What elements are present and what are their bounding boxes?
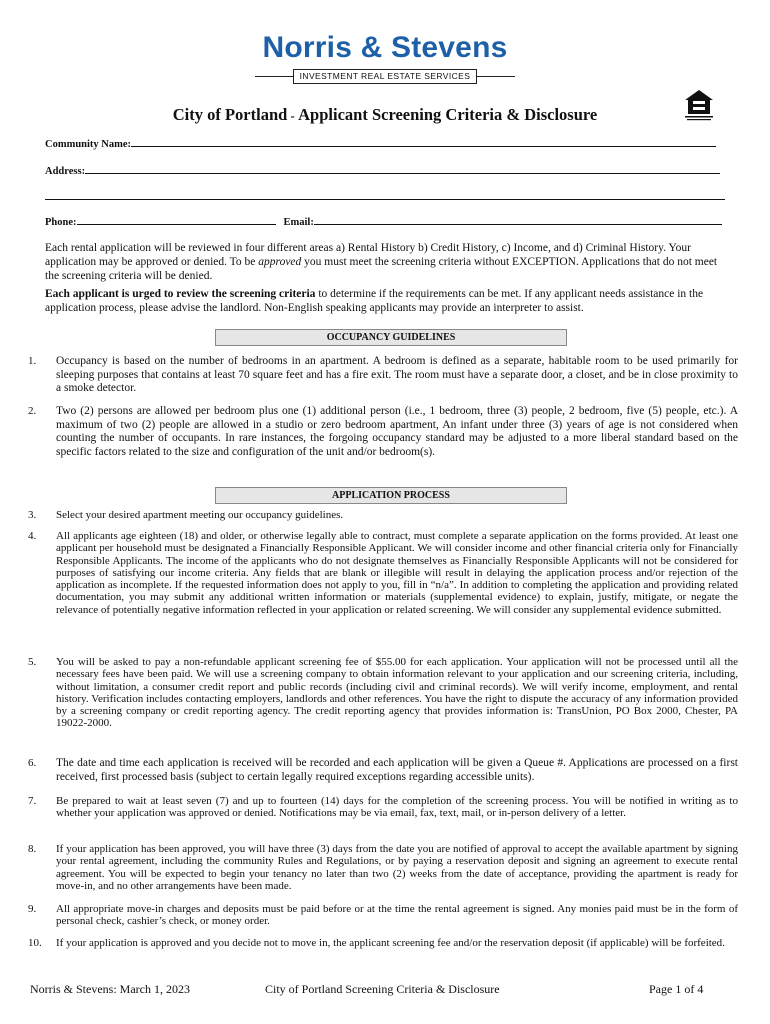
- list-item: [28, 937, 738, 949]
- intro-paragraph-1: [45, 241, 725, 283]
- company-logo: [0, 30, 770, 84]
- title-rest: Applicant Screening Criteria & Disclosure: [298, 105, 598, 124]
- list-item: [28, 509, 738, 521]
- list-item: [28, 405, 738, 459]
- list-item: [28, 903, 738, 928]
- list-item: [28, 530, 738, 616]
- logo-tagline: INVESTMENT REAL ESTATE SERVICES: [293, 69, 478, 84]
- item-number: 3.: [28, 509, 37, 521]
- item-text: Occupancy is based on the number of bedrooms in an apartment. A bedroom is defined as a separate, habitable room to be used primarily for sleeping purposes that contains at least 70 square feet and has a fire exit. The room must have a separate door, a closet, and be in close proximity to a smoke detector.: [56, 355, 738, 394]
- community-name-field[interactable]: [45, 136, 716, 150]
- section-header-occupancy: OCCUPANCY GUIDELINES: [215, 329, 567, 346]
- email-label: Email:: [283, 217, 314, 228]
- address-line-2[interactable]: [45, 199, 725, 200]
- item-text: If your application is approved and you decide not to move in, the applicant screening fee and/or the reservation deposit (if applicable) will be forfeited.: [56, 937, 725, 949]
- item-text: All applicants age eighteen (18) and older, or otherwise legally able to contract, must complete a separate application on the forms provided. At least one applicant per household must be designated a Financially Responsible Applicant. We will consider income and other financial criteria only for Financially Responsible Applicants. The income of the applicants who do not designate themselves as Financially Responsible Applicants will not be considered for purposes of satisfying our income criteria. Any fields that are blank or illegible will result in delaying the application process and/or rejection of the application as incomplete. If the requested information does not apply to you, fill in “n/a”. In addition to completing the application and providing related documentation, you may submit any additional written information or materials (supplemental evidence) to explain, justify, mitigate, or negate the relevance of potentially negative information reflected in your application or related screening. We will consider any supplemental evidence submitted.: [56, 530, 738, 616]
- title-prefix: City of Portland: [172, 105, 288, 124]
- item-text: You will be asked to pay a non-refundable applicant screening fee of $55.00 for each application. Your application will not be processed until all the necessary fees have been paid. We will use a screening company to obtain information relevant to your application and our screening criteria, including, without limitation, a consumer credit report and public records (including civil and criminal records). We will verify income, employment, and rental history. Verification includes contacting employers, landlords and other references. You have the right to dispute the accuracy of any information provided by a screening company or credit reporting agency. The credit reporting agency that provides information is: TransUnion, PO Box 2000, Chester, PA 19022-2000.: [56, 656, 738, 730]
- community-name-line[interactable]: [131, 136, 716, 147]
- list-item: [28, 757, 738, 784]
- title-separator: -: [287, 108, 299, 123]
- list-item: [28, 843, 738, 892]
- item-text: The date and time each application is received will be recorded and each application will be given a Queue #. Applications are processed on a first received, first processed basis (subject to certain legally required exceptions regarding accessible units).: [56, 757, 738, 783]
- footer-title: City of Portland Screening Criteria & Disclosure: [265, 982, 500, 996]
- item-number: 10.: [28, 937, 42, 949]
- section-header-application: APPLICATION PROCESS: [215, 487, 567, 504]
- item-number: 6.: [28, 757, 37, 769]
- address-label: Address:: [45, 166, 86, 177]
- intro-paragraph-2: [45, 287, 725, 315]
- intro-text-a: Each rental application will be reviewed in four different areas a) Rental History b) Credit History, c) Income, and d) Criminal History. Your application may be approved or denied. To be: [45, 242, 691, 268]
- phone-line[interactable]: [77, 214, 276, 225]
- list-item: [28, 355, 738, 396]
- logo-brand: Norris & Stevens: [262, 31, 508, 64]
- intro-emphasis: approved: [258, 256, 302, 268]
- footer-page-number: Page 1 of 4: [649, 982, 704, 996]
- phone-email-row: [45, 214, 722, 228]
- list-item: [28, 656, 738, 730]
- logo-tagline-row: [0, 69, 770, 84]
- page-title: [0, 105, 770, 125]
- address-line[interactable]: [85, 163, 720, 174]
- item-number: 2.: [28, 405, 37, 417]
- item-text: Select your desired apartment meeting our occupancy guidelines.: [56, 509, 344, 521]
- logo-rule-right: [477, 76, 515, 77]
- item-number: 9.: [28, 903, 37, 915]
- intro-rest: to determine if the requirements can be met. If any applicant needs assistance in the application process, please advise the landlord. Non-English speaking applicants may provide an interpreter to assist.: [45, 288, 704, 314]
- item-text: If your application has been approved, you will have three (3) days from the date you are notified of approval to accept the available apartment by signing your rental agreement, including the community Rules and Regulations, or by paying a reservation deposit and signing an agreement to execute rental agreement. You will be expected to begin your tenancy no later than two (2) weeks from the date of acceptance, providing the apartment is ready for move-in, and no other arrangements have been made.: [56, 843, 738, 892]
- item-number: 1.: [28, 355, 37, 367]
- item-number: 4.: [28, 530, 37, 542]
- item-text: All appropriate move-in charges and deposits must be paid before or at the time the rental agreement is signed. Any monies paid must be in the form of personal check, cashier’s check, or money order.: [56, 903, 738, 928]
- phone-label: Phone:: [45, 217, 77, 228]
- item-number: 7.: [28, 795, 37, 807]
- logo-rule-left: [255, 76, 293, 77]
- intro-text-b: you must meet the screening criteria without EXCEPTION. Applications that do not meet the screening criteria will be denied.: [45, 256, 718, 282]
- item-text: Be prepared to wait at least seven (7) and up to fourteen (14) days for the completion of the screening process. You will be notified in writing as to whether your application was approved or denied. Notifications may be via email, fax, text, mail, or in-person delivery of a letter.: [56, 795, 738, 820]
- intro-bold: Each applicant is urged to review the screening criteria: [45, 288, 316, 300]
- address-field[interactable]: [45, 163, 720, 177]
- community-name-label: Community Name:: [45, 139, 132, 150]
- item-number: 5.: [28, 656, 37, 668]
- item-text: Two (2) persons are allowed per bedroom plus one (1) additional person (i.e., 1 bedroom, three (3) people, 2 bedroom, five (5) people, etc.). A maximum of two (2) people are allowed in a studio or zero bedroom apartment, An infant under three (3) years of age is not considered when counting the number of occupants. In rare instances, the forgoing occupancy standard may be adjusted to a more liberal standard based on the specific factors related to the size and configuration of the unit and/or bedroom(s).: [56, 405, 738, 458]
- footer-date: Norris & Stevens: March 1, 2023: [30, 982, 190, 996]
- item-number: 8.: [28, 843, 37, 855]
- list-item: [28, 795, 738, 820]
- email-line[interactable]: [314, 214, 722, 225]
